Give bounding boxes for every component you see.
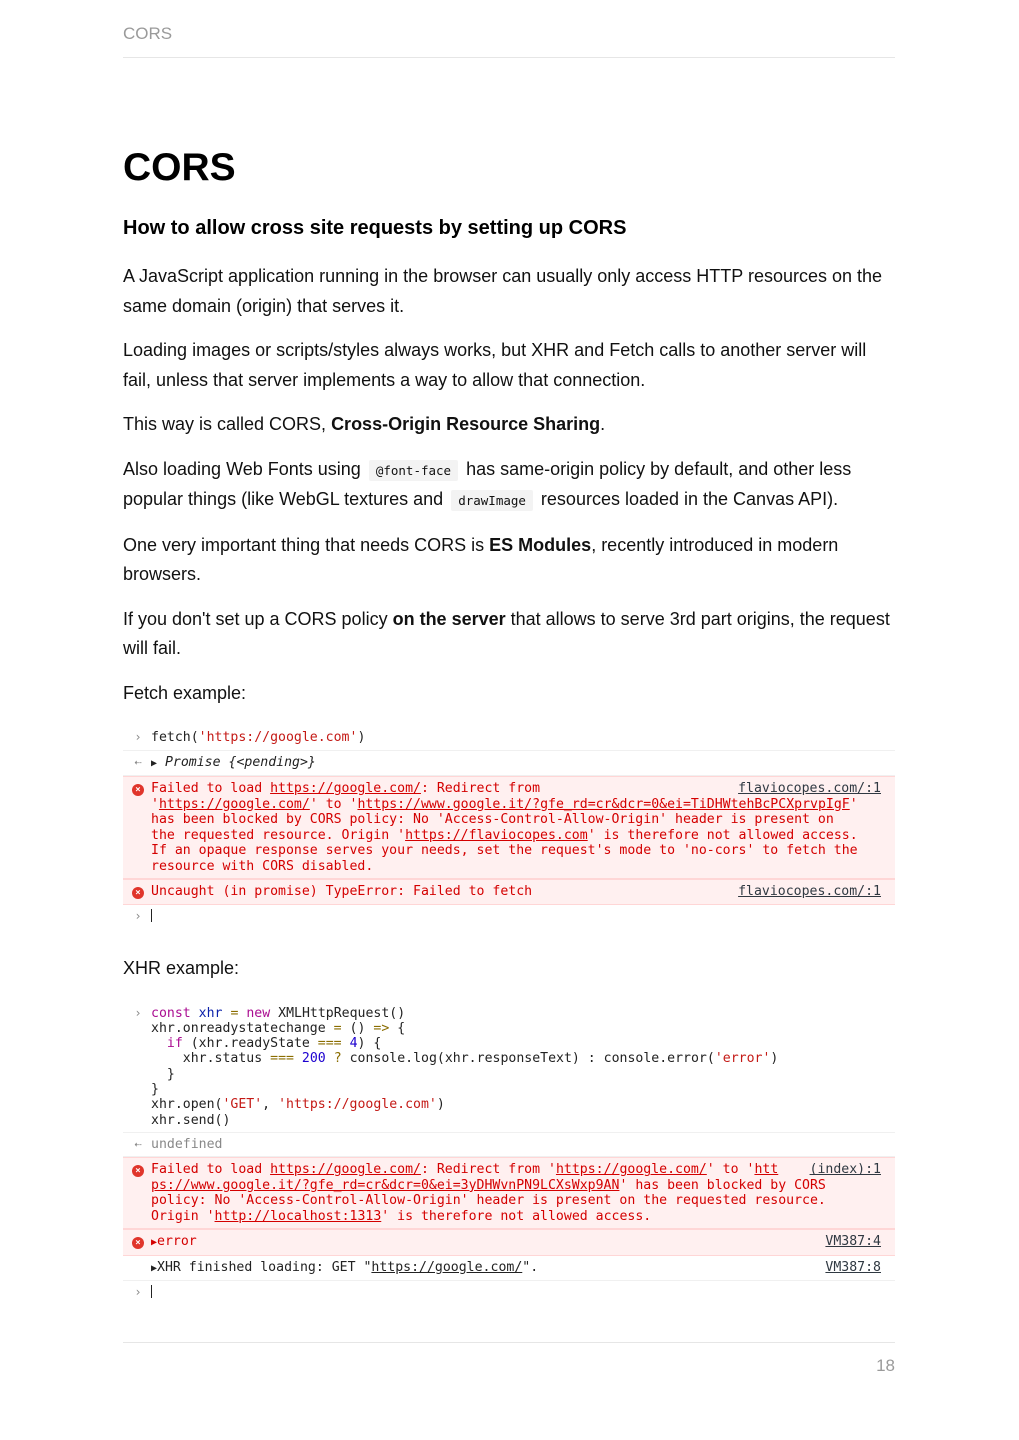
code-text: ,: [262, 1097, 279, 1113]
error-text: Failed to load: [151, 1162, 271, 1178]
code-string: 'GET': [222, 1097, 263, 1113]
error-link[interactable]: https://google.com/: [555, 1162, 707, 1178]
error-line: If an opaque response serves your needs, set the request's mode to 'no-cors' to fetch the: [151, 843, 858, 858]
text: , recently introduced in modern browsers.: [123, 534, 839, 584]
error-text: Uncaught (in promise) TypeError: Failed to fetch: [151, 884, 533, 899]
paragraph-2: Loading images or scripts/styles always works, but XHR and Fetch calls to another server will fail, unless that server implements a way to allow that connection.: [123, 340, 867, 390]
error-text: : Redirect from ': [420, 1162, 556, 1178]
console-error-row: [123, 1229, 895, 1256]
source-link[interactable]: (index):1: [809, 1162, 881, 1178]
code-text: console.log(xhr.responseText) : console.error(: [349, 1051, 715, 1067]
info-text: XHR finished loading: GET ": [157, 1259, 372, 1275]
code-text: {: [397, 1020, 406, 1036]
code-line: [151, 1006, 881, 1021]
console-input-row: [123, 1002, 895, 1133]
article-title: CORS: [123, 146, 236, 189]
article: [123, 140, 895, 1305]
paragraph-3: [123, 410, 895, 440]
error-text: ' has been blocked by CORS: [619, 1177, 826, 1193]
bold-term: ES Modules: [489, 534, 592, 555]
code-line: [151, 1067, 881, 1082]
error-link[interactable]: http://localhost:1313: [214, 1208, 382, 1224]
code-text: ) {: [357, 1036, 382, 1052]
text: resources loaded in the Canvas API).: [535, 489, 839, 509]
code-text: ): [770, 1051, 779, 1067]
error-icon: ×: [131, 1234, 145, 1250]
footer-divider: [123, 1342, 895, 1343]
bold-term: Cross-Origin Resource Sharing: [331, 414, 601, 434]
error-line: [151, 828, 881, 844]
code-text: xhr.status: [182, 1051, 263, 1067]
text-cursor: [151, 1285, 152, 1298]
prompt-chevron-icon: ›: [134, 1005, 142, 1020]
error-line: [151, 797, 881, 813]
code-operator: =: [333, 1020, 342, 1036]
result-arrow-icon: ⇠: [134, 754, 142, 769]
prompt-chevron-icon: ›: [134, 730, 142, 744]
console-input-row: [123, 726, 895, 751]
code-variable: xhr: [198, 1005, 223, 1021]
error-link[interactable]: https://google.com/: [270, 781, 421, 796]
code-line: xhr.send(): [151, 1112, 231, 1128]
code-text: }: [166, 1066, 175, 1082]
expand-triangle-icon[interactable]: ▶: [151, 1262, 158, 1274]
code-number: 4: [349, 1036, 358, 1052]
error-link[interactable]: htt: [754, 1162, 779, 1178]
code-operator: ===: [270, 1051, 294, 1067]
console-result-row: [123, 751, 895, 777]
console-error-row: [123, 1157, 895, 1229]
prompt-chevron-icon: ›: [134, 908, 142, 923]
source-link[interactable]: flaviocopes.com/:1: [738, 884, 881, 899]
source-link[interactable]: flaviocopes.com/:1: [738, 781, 881, 796]
error-text: the requested resource. Origin ': [151, 827, 406, 843]
code-line: [151, 1051, 881, 1066]
code-string: 'https://google.com': [198, 730, 358, 745]
console-result-row: [123, 1133, 895, 1158]
paragraph-5: [123, 531, 895, 590]
error-text: ': [849, 796, 858, 812]
error-icon: ×: [131, 781, 145, 797]
text: This way is called CORS,: [123, 414, 332, 434]
inline-code: @font-face: [369, 460, 458, 481]
code-line: [151, 1036, 881, 1051]
error-text: ' to ': [706, 1162, 755, 1178]
error-line: [151, 1178, 881, 1194]
error-text: Origin ': [151, 1208, 215, 1224]
code-line: [151, 1097, 881, 1112]
text: that allows to serve 3rd part origins, the request will fail.: [123, 608, 890, 658]
source-link[interactable]: VM387:8: [825, 1259, 881, 1275]
code-keyword: const: [151, 1005, 191, 1021]
code-keyword: new: [246, 1005, 271, 1021]
code-operator: =>: [373, 1020, 390, 1036]
code-operator: ===: [317, 1036, 342, 1052]
error-line: [151, 1162, 881, 1178]
article-subtitle: How to allow cross site requests by setting up CORS: [123, 217, 627, 239]
text: .: [600, 414, 606, 434]
console-error-row: [123, 879, 895, 905]
error-text: ' is therefore not allowed access.: [587, 827, 858, 843]
error-link[interactable]: https://www.google.it/?gfe_rd=cr&dcr=0&ei=TiDHWtehBcPCXprvpIgF: [357, 796, 850, 812]
text-cursor: [151, 909, 152, 922]
info-link[interactable]: https://google.com/: [371, 1259, 523, 1275]
code-operator: ?: [333, 1051, 342, 1067]
error-text: ' to ': [309, 796, 358, 812]
text: Also loading Web Fonts using: [123, 458, 366, 479]
code-operator: =: [230, 1005, 239, 1021]
expand-triangle-icon[interactable]: ▶: [151, 1237, 158, 1249]
error-text: Failed to load: [151, 781, 271, 796]
running-header: CORS: [123, 24, 173, 43]
code-text: (): [349, 1020, 366, 1036]
paragraph-4: [123, 455, 895, 516]
error-link[interactable]: https://google.com/: [158, 796, 310, 812]
text: If you don't set up a CORS policy: [123, 608, 393, 629]
error-line: has been blocked by CORS policy: No 'Access-Control-Allow-Origin' header is present on: [151, 812, 834, 827]
console-error-row: [123, 776, 895, 879]
code-line: }: [151, 1081, 159, 1097]
error-link[interactable]: https://flaviocopes.com: [405, 827, 588, 843]
xhr-example-label: XHR example:: [123, 958, 240, 978]
console-prompt-row[interactable]: [123, 905, 895, 929]
text: has same-origin policy by default, and other less popular things (like WebGL textures and: [123, 458, 852, 509]
prompt-chevron-icon: ›: [134, 1285, 142, 1300]
header-divider: [123, 57, 895, 58]
page-number: 18: [876, 1356, 895, 1375]
code-text: ): [436, 1097, 445, 1113]
error-text: ': [151, 796, 159, 812]
error-line: policy: No 'Access-Control-Allow-Origin' header is present on the requested resource.: [151, 1193, 826, 1209]
fetch-console: [123, 726, 895, 928]
result-arrow-icon: ⇠: [134, 1136, 142, 1151]
error-icon: ×: [131, 1162, 145, 1178]
fetch-example-label: Fetch example:: [123, 682, 247, 703]
code-string: 'https://google.com': [278, 1097, 437, 1113]
text: One very important thing that needs CORS is: [123, 534, 490, 555]
code-text: xhr.open(: [151, 1097, 223, 1113]
console-prompt-row[interactable]: [123, 1281, 895, 1305]
code-line: [151, 1021, 881, 1036]
paragraph-6: [123, 605, 895, 664]
code-text: xhr.onreadystatechange: [151, 1020, 326, 1036]
code-string: 'error': [714, 1051, 771, 1067]
paragraph-1: A JavaScript application running in the browser can usually only access HTTP resources on the same domain (origin) that serves it.: [123, 266, 883, 316]
error-line: [151, 1209, 881, 1225]
bold-term: on the server: [392, 608, 506, 629]
code-keyword: if: [166, 1036, 183, 1052]
inline-code: drawImage: [451, 490, 533, 511]
error-icon: ×: [131, 884, 145, 900]
result-value: undefined: [151, 1136, 223, 1152]
code-text: ): [357, 730, 366, 745]
error-text: : Redirect from: [420, 781, 541, 796]
xhr-console: [123, 1002, 895, 1305]
promise-value[interactable]: Promise {<pending>}: [164, 754, 316, 770]
error-link[interactable]: ps://www.google.it/?gfe_rd=cr&dcr=0&ei=3yDHWvnPN9LCXsWxp9AN: [151, 1177, 620, 1193]
info-text: ".: [522, 1259, 539, 1275]
error-text: ' is therefore not allowed access.: [381, 1208, 652, 1224]
expand-triangle-icon[interactable]: ▶: [151, 757, 158, 769]
console-info-row: [123, 1256, 895, 1282]
code-text: fetch(: [151, 730, 199, 745]
source-link[interactable]: VM387:4: [825, 1234, 881, 1250]
code-number: 200: [301, 1051, 326, 1067]
error-line: resource with CORS disabled.: [151, 858, 374, 874]
error-link[interactable]: https://google.com/: [270, 1162, 421, 1178]
code-text: XMLHttpRequest(): [278, 1005, 406, 1021]
error-text[interactable]: error: [157, 1234, 197, 1250]
code-text: (xhr.readyState: [190, 1036, 310, 1052]
